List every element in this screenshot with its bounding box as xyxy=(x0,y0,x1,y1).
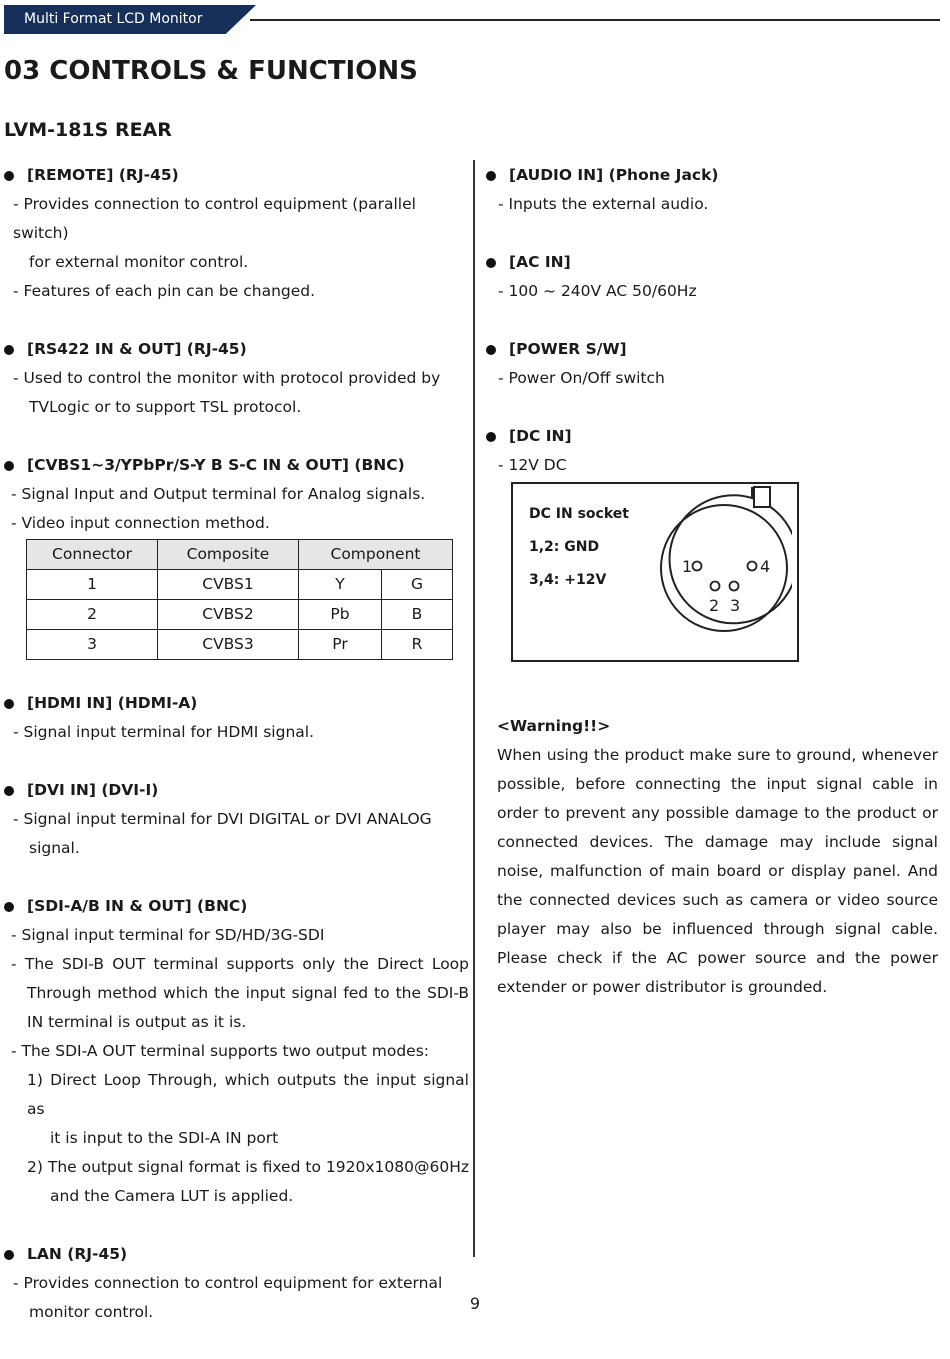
item-line: it is input to the SDI-A IN port xyxy=(50,1129,279,1147)
header-label: Multi Format LCD Monitor xyxy=(24,11,203,27)
table-cell: 1 xyxy=(27,570,158,600)
item-title: [SDI-A/B IN & OUT] (BNC) xyxy=(27,897,248,915)
bullet-icon xyxy=(4,786,14,796)
item-line: TVLogic or to support TSL protocol. xyxy=(29,398,302,416)
table-cell: 3 xyxy=(27,630,158,660)
item-line: - Signal input terminal for SD/HD/3G-SDI xyxy=(11,926,325,944)
item-title: [DC IN] xyxy=(509,427,572,445)
table-row xyxy=(27,570,453,600)
table-row xyxy=(27,630,453,660)
bullet-icon xyxy=(4,1250,14,1260)
item-line: 1) Direct Loop Through, which outputs the input signal as xyxy=(27,1071,469,1118)
item-title: [AUDIO IN] (Phone Jack) xyxy=(509,166,719,184)
ac-item xyxy=(486,248,938,306)
item-line: for external monitor control. xyxy=(29,253,249,271)
bullet-icon xyxy=(4,171,14,181)
table-cell: 2 xyxy=(27,600,158,630)
warning-body: When using the product make sure to ground, whenever possible, before connecting the input signal cable in order to prevent any possible damage to the product or connected devices. The damage may include signal noise, malfunction of main board or display panel. And the connected devices such as camera or video source player may also be influenced through signal cable. Please check if the AC power source and the power extender or power distributor is grounded. xyxy=(497,746,938,996)
connector-table xyxy=(26,539,453,660)
bullet-icon xyxy=(4,345,14,355)
table-row xyxy=(27,600,453,630)
page-title: 03 CONTROLS & FUNCTIONS xyxy=(4,56,418,86)
table-cell: Pb xyxy=(299,600,382,630)
item-line: monitor control. xyxy=(29,1303,154,1321)
item-title: [POWER S/W] xyxy=(509,340,627,358)
bullet-icon xyxy=(486,171,496,181)
item-line: - Signal input terminal for DVI DIGITAL or DVI ANALOG xyxy=(13,810,432,828)
pin-label: 4 xyxy=(760,557,771,576)
item-title: LAN (RJ-45) xyxy=(27,1245,128,1263)
bullet-icon xyxy=(4,902,14,912)
table-cell: Y xyxy=(299,570,382,600)
item-title: [REMOTE] (RJ-45) xyxy=(27,166,179,184)
table-header: Component xyxy=(299,540,453,570)
item-line: - Video input connection method. xyxy=(11,514,270,532)
item-title: [AC IN] xyxy=(509,253,571,271)
table-cell: R xyxy=(382,630,453,660)
item-line: - Provides connection to control equipment (parallel switch) xyxy=(13,195,416,242)
item-title: [RS422 IN & OUT] (RJ-45) xyxy=(27,340,247,358)
table-cell: Pr xyxy=(299,630,382,660)
page-number: 9 xyxy=(469,1294,481,1313)
left-column xyxy=(4,161,469,1327)
item-line: - 12V DC xyxy=(498,456,567,474)
power-item xyxy=(486,335,938,393)
table-cell: B xyxy=(382,600,453,630)
dc-socket-12v: 3,4: +12V xyxy=(529,572,607,588)
table-cell: CVBS2 xyxy=(158,600,299,630)
hdmi-item xyxy=(4,689,469,747)
bullet-icon xyxy=(486,345,496,355)
item-line: - 100 ~ 240V AC 50/60Hz xyxy=(498,282,697,300)
dc-item xyxy=(486,422,938,662)
item-line: and the Camera LUT is applied. xyxy=(50,1187,294,1205)
table-cell: CVBS3 xyxy=(158,630,299,660)
table-cell: G xyxy=(382,570,453,600)
rs422-item xyxy=(4,335,469,422)
item-line: - The SDI-A OUT terminal supports two output modes: xyxy=(11,1042,430,1060)
right-column xyxy=(486,161,938,1002)
pin-label: 3 xyxy=(730,596,741,615)
section-title: LVM-181S REAR xyxy=(4,119,172,141)
item-title: [CVBS1~3/YPbPr/S-Y B S-C IN & OUT] (BNC) xyxy=(27,456,405,474)
bullet-icon xyxy=(486,432,496,442)
bullet-icon xyxy=(4,461,14,471)
column-divider xyxy=(473,160,475,1257)
item-title: [DVI IN] (DVI-I) xyxy=(27,781,159,799)
item-line: signal. xyxy=(29,839,80,857)
item-line: Through method which the input signal fed to the SDI-B xyxy=(27,984,469,1002)
dvi-item xyxy=(4,776,469,863)
dc-socket-diagram xyxy=(511,482,799,662)
table-header: Connector xyxy=(27,540,158,570)
item-line: IN terminal is output as it is. xyxy=(27,1013,247,1031)
bullet-icon xyxy=(4,699,14,709)
item-line: 2) The output signal format is fixed to 1920x1080@60Hz xyxy=(27,1158,469,1176)
dc-socket-legend xyxy=(529,498,629,597)
audio-item xyxy=(486,161,938,219)
item-line: - Used to control the monitor with protocol provided by xyxy=(13,369,441,387)
item-line: - Inputs the external audio. xyxy=(498,195,709,213)
item-line: - Power On/Off switch xyxy=(498,369,665,387)
warning-block xyxy=(486,712,938,1002)
remote-item xyxy=(4,161,469,306)
dc-socket-connector-icon xyxy=(656,486,792,656)
item-line: - Provides connection to control equipment for external xyxy=(13,1274,443,1292)
dc-socket-gnd: 1,2: GND xyxy=(529,539,600,555)
warning-title: <Warning!!> xyxy=(497,717,611,735)
bullet-icon xyxy=(486,258,496,268)
cvbs-item xyxy=(4,451,469,660)
pin-label: 1 xyxy=(682,557,693,576)
table-header: Composite xyxy=(158,540,299,570)
dc-socket-label: DC IN socket xyxy=(529,506,629,522)
table-cell: CVBS1 xyxy=(158,570,299,600)
header-rule xyxy=(250,19,940,21)
item-line: - Signal input terminal for HDMI signal. xyxy=(13,723,315,741)
lan-item xyxy=(4,1240,469,1327)
pin-label: 2 xyxy=(709,596,720,615)
sdi-item xyxy=(4,892,469,1211)
item-title: [HDMI IN] (HDMI-A) xyxy=(27,694,198,712)
item-line: - The SDI-B OUT terminal supports only the Direct Loop xyxy=(11,955,469,973)
table-header-row xyxy=(27,540,453,570)
item-line: - Features of each pin can be changed. xyxy=(13,282,316,300)
item-line: - Signal Input and Output terminal for Analog signals. xyxy=(11,485,426,503)
